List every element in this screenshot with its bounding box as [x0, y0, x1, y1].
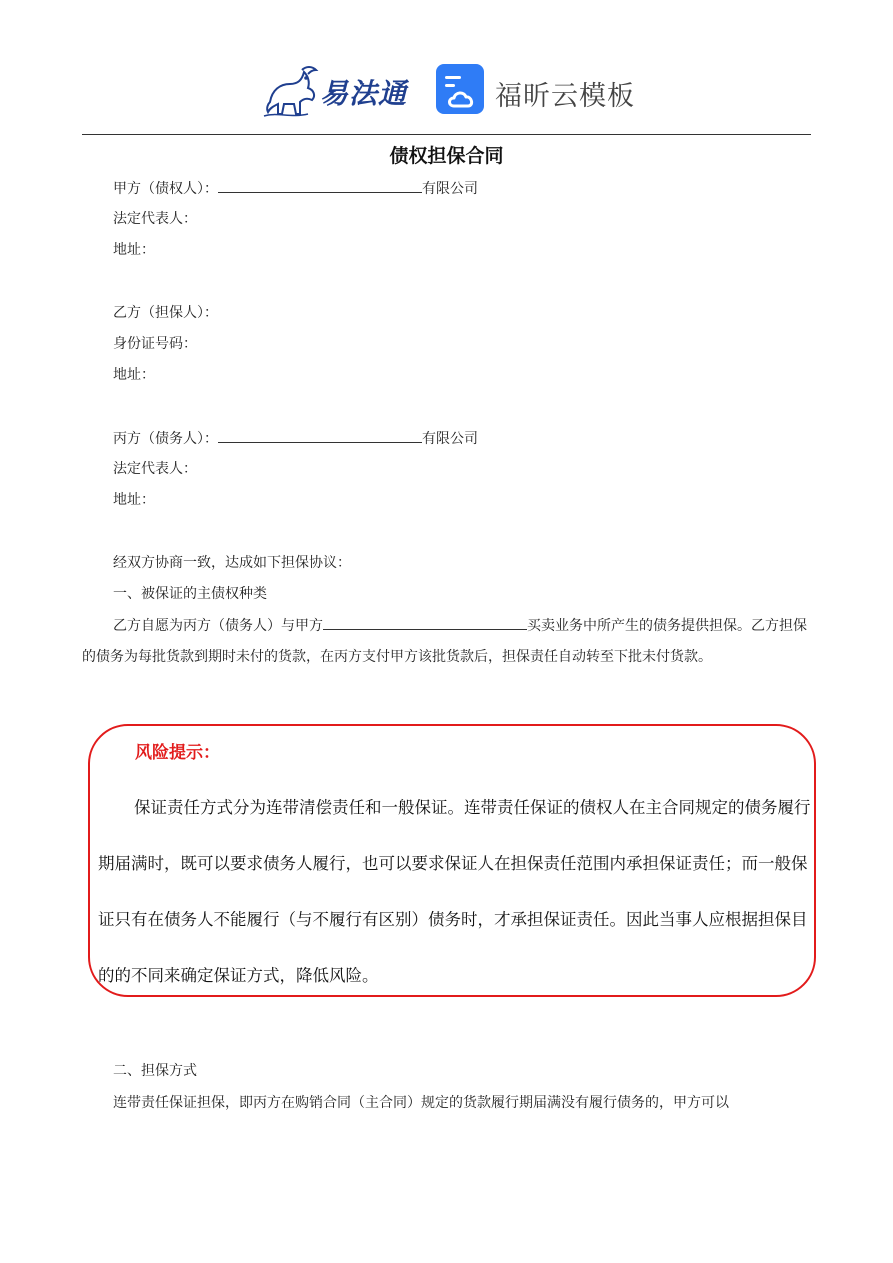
party-b-address: 地址： [113, 367, 155, 383]
fuxin-logo [436, 64, 636, 120]
section-1-text-a: 乙方自愿为丙方（债务人）与甲方 [113, 618, 323, 634]
party-c-label: 丙方（债务人）： [113, 431, 218, 447]
qilin-icon [262, 62, 322, 120]
yifatong-logo-text: 易法通 [320, 77, 408, 110]
section-1-paragraph [82, 611, 812, 673]
party-b-id-number: 身份证号码： [113, 336, 197, 352]
cloud-document-icon [436, 64, 486, 116]
header-divider [82, 134, 811, 135]
risk-notice-text: 保证责任方式分为连带清偿责任和一般保证。连带责任保证的债权人在主合同规定的债务履行期届满时，既可以要求债务人履行，也可以要求保证人在担保责任范围内承担保证责任；而一般保证只有在债务人不能履行（与不履行有区别）债务时，才承担保证责任。因此当事人应根据担保目的的不同来确定保证方式，降低风险。 [98, 798, 811, 985]
party-a-line [113, 178, 478, 199]
section-2-title: 二、担保方式 [113, 1063, 197, 1079]
party-c-representative: 法定代表人： [113, 461, 197, 477]
section-2-paragraph [82, 1088, 812, 1119]
party-c-address: 地址： [113, 492, 155, 508]
document-title: 债权担保合同 [389, 145, 504, 167]
party-a-address: 地址： [113, 242, 155, 258]
section-1-text-b: 买卖业务中所产生的债务提供担保。乙方担保的债务为每批货款到期时未付的货款，在丙方支付甲方该批货款后，担保责任自动转至下批未付货款。 [82, 618, 807, 665]
yifatong-logo [262, 62, 417, 120]
party-a-representative: 法定代表人： [113, 211, 197, 227]
section-1-title: 一、被保证的主债权种类 [113, 586, 267, 602]
party-c-line [113, 428, 478, 449]
party-a-suffix: 有限公司 [422, 181, 478, 197]
party-a-label: 甲方（债权人）： [113, 181, 218, 197]
fuxin-logo-text: 福昕云模板 [495, 81, 635, 112]
header [0, 58, 893, 124]
section-2-text: 连带责任保证担保，即丙方在购销合同（主合同）规定的货款履行期届满没有履行债务的，甲方可以 [113, 1095, 729, 1111]
party-c-suffix: 有限公司 [422, 431, 478, 447]
party-c-blank [218, 428, 422, 443]
risk-notice-box [88, 724, 816, 997]
agreement-intro: 经双方协商一致，达成如下担保协议： [113, 555, 351, 571]
section-1-blank [323, 615, 527, 630]
risk-notice-title: 风险提示： [135, 743, 220, 763]
party-a-blank [218, 178, 422, 193]
party-b-label: 乙方（担保人）： [113, 305, 218, 321]
